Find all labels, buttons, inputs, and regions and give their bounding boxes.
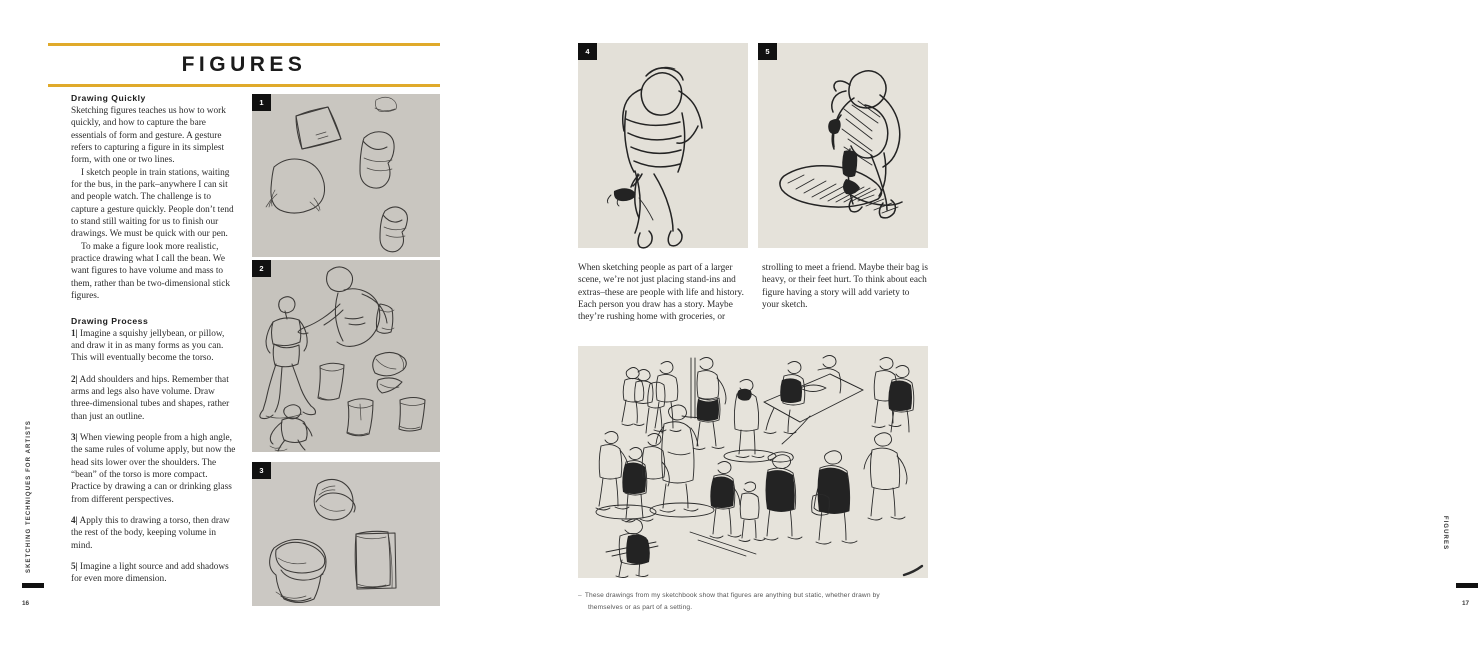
caption-line-2: themselves or as part of a setting. (588, 603, 693, 611)
running-head-right: FIGURES (1442, 515, 1448, 551)
caption-line-1: These drawings from my sketchbook show that figures are anything but static, whether drawn by (584, 592, 880, 599)
step-text-2: Add shoulders and hips. Remember that arms and legs also have volume. Draw three-dimensional tubes and shapes, rather than just an outline. (71, 374, 230, 422)
process-step-4 (71, 515, 237, 552)
section-heading-drawing-process: Drawing Process (71, 315, 149, 326)
process-step-5 (71, 561, 237, 586)
process-step-1 (71, 328, 237, 365)
figure-1-badge: 1 (252, 94, 271, 111)
paragraph-drawing-quickly-3: To make a figure look more realistic, practice drawing what I call the bean. We want figures to have volume and mass to them, rather than be two-dimensional stick figures. (71, 241, 231, 302)
left-text-column (71, 93, 237, 595)
figure-6-crowd-scene-sketchbook (578, 346, 928, 578)
figure-2-badge: 2 (252, 260, 271, 277)
step-number-1: 1 (71, 328, 76, 339)
gold-rule-bottom (48, 84, 440, 87)
step-number-5: 5 (71, 562, 76, 572)
step-number-4: 4 (71, 515, 76, 526)
right-paragraph-2: strolling to meet a friend. Maybe their bag is heavy, or their feet hurt. To think about each figure having a story will add variety to your sketch. (762, 263, 929, 311)
folio-number-right: 17 (1462, 600, 1470, 607)
page-title: FIGURES (181, 53, 307, 76)
process-step-2 (71, 374, 237, 423)
step-number-2: 2 (71, 374, 76, 385)
right-text-column-a (578, 262, 744, 324)
step-separator-2: | (75, 374, 78, 385)
paragraph-drawing-quickly-2: I sketch people in train stations, waiting for the bus, in the park–anywhere I can sit and people watch. The challenge is to capture a gesture quickly. People don’t tend to stand still waiting for us to finish our drawings. We must be quick with our pen. (71, 167, 234, 240)
figure-4-sketch (578, 43, 748, 248)
step-separator-3: | (75, 432, 78, 443)
figure-1-pillow-bean-torso-studies (252, 94, 440, 257)
left-page (0, 0, 500, 647)
folio-bar-left (22, 583, 44, 588)
step-separator-4: | (75, 515, 78, 526)
step-text-4: Apply this to drawing a torso, then draw the rest of the body, keeping volume in mind. (71, 515, 230, 551)
figure-3-badge: 3 (252, 462, 271, 479)
step-separator-5: | (75, 562, 78, 572)
figure-3-cup-cylinder-perspective (252, 462, 440, 606)
step-text-5: Imagine a light source and add shadows for even more dimension. (71, 562, 229, 585)
figure-2-sketch (252, 260, 440, 452)
figure-4-walking-figure-gesture (578, 43, 748, 248)
gold-rule-top (48, 43, 440, 46)
figure-2-shoulders-hips-tubes (252, 260, 440, 452)
figure-5-badge: 5 (758, 43, 777, 60)
figure-4-badge: 4 (578, 43, 597, 60)
process-step-3 (71, 432, 237, 506)
step-text-1: Imagine a squishy jellybean, or pillow, and draw it in as many forms as you can. This will eventually become the torso. (71, 328, 225, 364)
right-paragraph-1: When sketching people as part of a larger scene, we’re not just placing stand-ins and extras–these are people with life and history. Each person you draw has a story. Maybe they’re rushing home with groceries, or (578, 263, 744, 323)
folio-bar-right (1456, 583, 1478, 588)
section-heading-drawing-quickly: Drawing Quickly (71, 93, 146, 103)
figure-caption (578, 590, 928, 613)
right-text-column-b (762, 262, 928, 311)
caption-marker: – (578, 592, 582, 599)
figure-3-sketch (252, 462, 440, 606)
figure-5-figure-with-cast-shadow (758, 43, 928, 248)
figure-1-sketch (252, 94, 440, 257)
step-number-3: 3 (71, 432, 76, 443)
step-separator-1: | (75, 328, 78, 339)
figure-6-sketch (578, 346, 928, 578)
paragraph-drawing-quickly-1: Sketching figures teaches us how to work quickly, and how to capture the bare essentials of form and gesture. A gesture refers to capturing a figure in its simplest form, with one or two lines. (71, 106, 226, 166)
step-text-3: When viewing people from a high angle, the same rules of volume apply, but now the head sits lower over the shoulders. The “bean” of the torso is more compact. Practice by drawing a can or drinking glass from different perspectives. (71, 432, 236, 505)
running-head-left: SKETCHING TECHNIQUES FOR ARTISTS (26, 420, 32, 573)
folio-number-left: 16 (22, 600, 30, 607)
figure-5-sketch (758, 43, 928, 248)
